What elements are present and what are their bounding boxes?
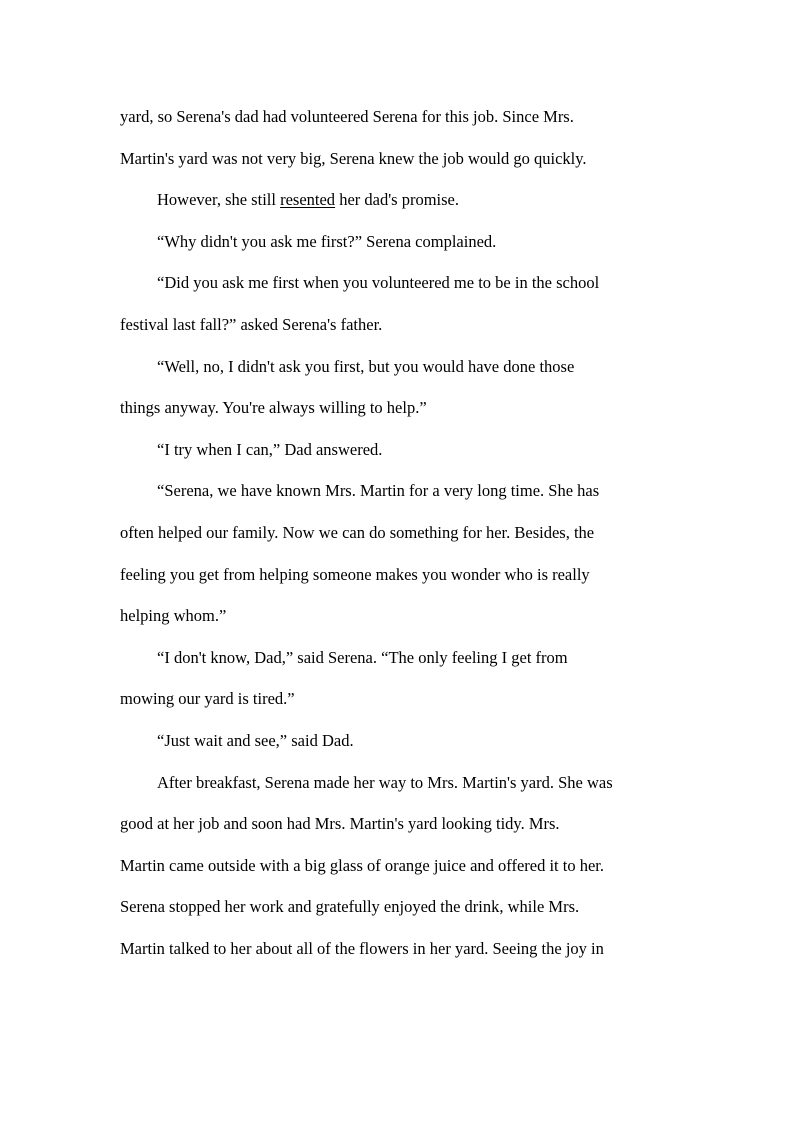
text-line: “Did you ask me first when you volunteered me to be in the school [157, 273, 600, 293]
text-line: often helped our family. Now we can do something for her. Besides, the [120, 522, 595, 542]
text-line: “Serena, we have known Mrs. Martin for a very long time. She has [157, 481, 600, 501]
text-line: “I don't know, Dad,” said Serena. “The only feeling I get from [157, 647, 568, 667]
text-line: Martin's yard was not very big, Serena knew the job would go quickly. [120, 148, 587, 168]
text-line: festival last fall?” asked Serena's father. [120, 314, 383, 334]
text-line: yard, so Serena's dad had volunteered Serena for this job. Since Mrs. [120, 107, 574, 126]
text-line: Martin talked to her about all of the flowers in her yard. Seeing the joy in [120, 938, 604, 958]
text-line: feeling you get from helping someone makes you wonder who is really [120, 564, 590, 584]
story-text [120, 101, 680, 974]
text-line: “Why didn't you ask me first?” Serena complained. [157, 231, 497, 251]
text-line: helping whom.” [120, 606, 227, 626]
text-line: things anyway. You're always willing to help.” [120, 398, 427, 418]
text-line: mowing our yard is tired.” [120, 689, 295, 709]
underlined-word: resented [280, 190, 336, 210]
text-segment: However, she still [157, 190, 281, 210]
text-line: “I try when I can,” Dad answered. [157, 439, 383, 459]
text-line [120, 184, 680, 226]
text-segment: her dad's promise. [335, 190, 460, 210]
text-line: “Well, no, I didn't ask you first, but you would have done those [157, 356, 575, 376]
text-line: Martin came outside with a big glass of orange juice and offered it to her. [120, 855, 605, 875]
text-line: Serena stopped her work and gratefully enjoyed the drink, while Mrs. [120, 897, 580, 917]
text-line: good at her job and soon had Mrs. Martin's yard looking tidy. Mrs. [120, 814, 560, 834]
text-line: “Just wait and see,” said Dad. [157, 730, 354, 750]
text-line: After breakfast, Serena made her way to Mrs. Martin's yard. She was [157, 772, 613, 792]
